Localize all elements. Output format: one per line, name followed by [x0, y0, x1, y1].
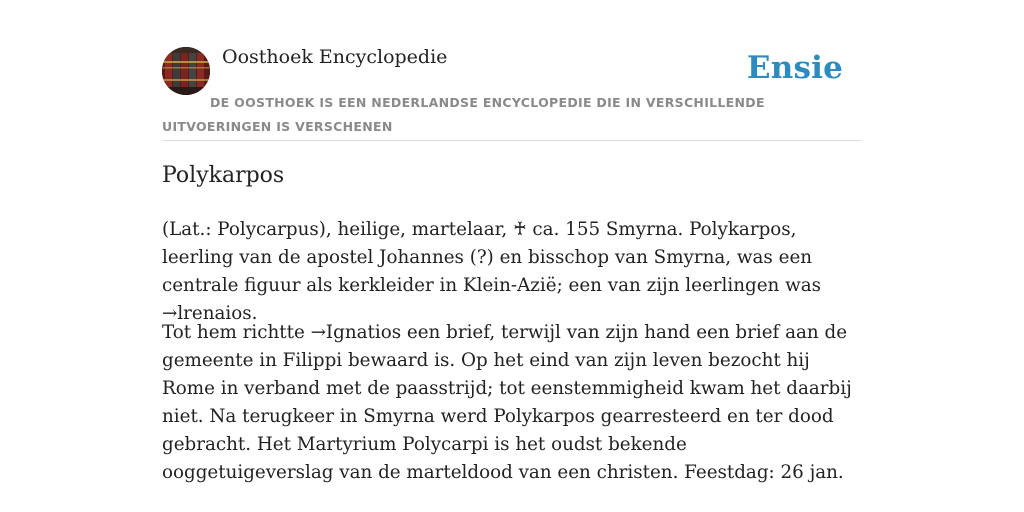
brand-logo[interactable]: Ensie [746, 50, 843, 86]
article-paragraph: (Lat.: Polycarpus), heilige, martelaar, ♰ ca. 155 Smyrna. Polykarpos, leerling van de apostel Johannes (?) en bisschop van Smyrna, was een centrale figuur als kerkleider in Klein-Azië; een van zijn leerlingen was →lrenaios. [162, 219, 822, 324]
book-spines-icon [162, 47, 210, 95]
avatar[interactable] [162, 47, 210, 95]
site-header [162, 0, 862, 141]
site-tagline: DE OOSTHOEK IS EEN NEDERLANDSE ENCYCLOPEDIE DIE IN VERSCHILLENDE UITVOERINGEN IS VERSCHENEN [162, 95, 765, 134]
article-title: Polykarpos [162, 163, 285, 188]
article-paragraph: Tot hem richtte →Ignatios een brief, terwijl van zijn hand een brief aan de gemeente in Filippi bewaard is. Op het eind van zijn leven bezocht hij Rome in verband met de paasstrijd; tot eenstemmigheid kwam het daarbij niet. Na terugkeer in Smyrna werd Polykarpos gearresteerd en ter dood gebracht. Het Martyrium Polycarpi is het oudst bekende ooggetuigeverslag van de marteldood van een christen. Feestdag: 26 jan. [162, 322, 852, 483]
site-name[interactable]: Oosthoek Encyclopedie [222, 46, 448, 68]
page [162, 0, 862, 483]
